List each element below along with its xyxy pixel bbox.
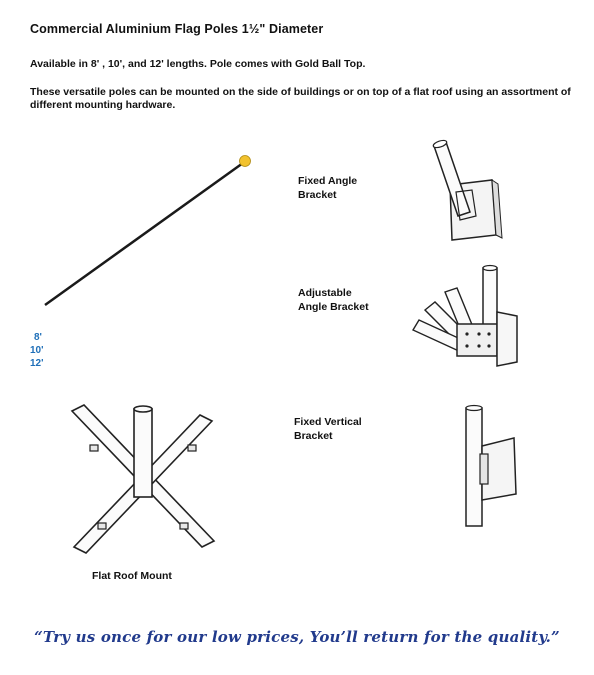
fixed-vertical-label [294,415,362,443]
length-12: 12' [30,358,44,369]
pole-shaft [45,163,243,305]
availability-text: Available in 8' , 10', and 12' lengths. Pole comes with Gold Ball Top. [30,58,366,70]
fixed-angle-label-line2: Bracket [298,189,337,201]
fixed-angle-label [298,174,357,202]
fixed-vertical-label-line1: Fixed Vertical [294,416,362,428]
flat-roof-mount-icon [68,405,218,555]
adjustable-angle-label-line1: Adjustable [298,287,352,299]
adjustable-angle-label-line2: Angle Bracket [298,301,369,313]
length-10: 10' [30,345,44,356]
fixed-vertical-label-line2: Bracket [294,430,333,442]
length-8: 8' [34,332,42,343]
fixed-angle-bracket-icon [420,140,520,250]
description-text: These versatile poles can be mounted on the side of buildings or on top of a flat roof using an assortment of different mounting hardware. [30,86,571,111]
adjustable-angle-label [298,286,369,314]
fixed-vertical-bracket-icon [450,402,540,532]
flat-roof-mount-label: Flat Roof Mount [92,570,172,582]
adjustable-angle-bracket-icon [405,262,535,382]
fixed-angle-label-line1: Fixed Angle [298,175,358,187]
page-title: Commercial Aluminium Flag Poles 1½" Diameter [30,22,324,36]
gold-ball-icon [240,156,251,167]
slogan: “Try us once for our low prices, You’ll return for the quality.” [34,628,560,646]
